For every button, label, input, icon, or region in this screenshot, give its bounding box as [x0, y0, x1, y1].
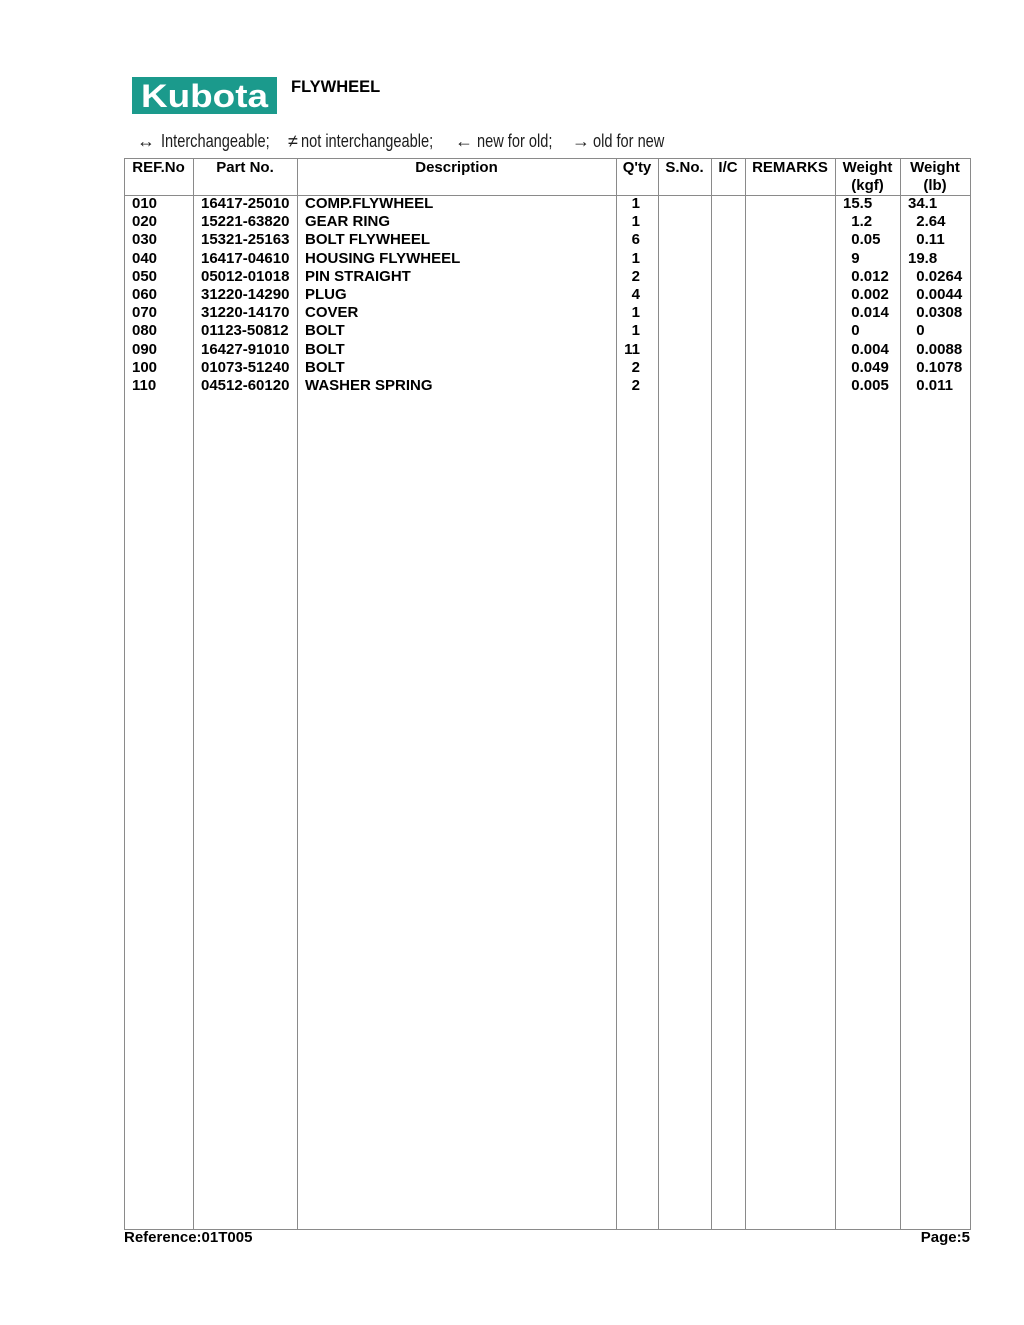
header-ic: I/C [718, 159, 738, 176]
kubota-logo [132, 77, 277, 114]
ic-cell [711, 304, 745, 322]
legend-label: not interchangeable; [301, 131, 434, 151]
part-no-cell: 01123-50812 [201, 322, 289, 340]
weight-kgf-cell: 1.2 [851, 213, 873, 231]
qty-cell: 11 [624, 340, 640, 358]
description-cell: BOLT [305, 322, 345, 340]
not-equal-icon: ≠ [288, 131, 298, 151]
ref-no-cell: 100 [132, 358, 158, 376]
ic-cell [711, 195, 745, 213]
qty-cell: 2 [631, 376, 640, 394]
remarks-cell [745, 213, 835, 231]
sno-cell [658, 213, 711, 231]
parts-table [124, 158, 971, 1230]
header-weight-kgf [835, 159, 900, 195]
sno-cell [658, 231, 711, 249]
sno-cell [658, 250, 711, 268]
bidirectional-arrow-icon: ↔ [137, 131, 155, 151]
ic-cell [711, 268, 745, 286]
ref-no-cell: 080 [132, 322, 158, 340]
remarks-cell [745, 304, 835, 322]
weight-kgf-cell: 0.049 [851, 358, 889, 376]
reference-code: Reference:01T005 [124, 1229, 253, 1246]
weight-lb-cell: 0.011 [916, 376, 954, 394]
ref-no-cell: 050 [132, 267, 158, 285]
table-row [124, 268, 970, 286]
description-cell: PIN STRAIGHT [305, 267, 411, 285]
description-cell: PLUG [305, 285, 347, 303]
weight-lb-cell: 34.1 [908, 195, 938, 212]
remarks-cell [745, 322, 835, 340]
ic-cell [711, 341, 745, 359]
description-cell: BOLT FLYWHEEL [305, 231, 430, 249]
ic-cell [711, 359, 745, 377]
remarks-cell [745, 341, 835, 359]
table-body [124, 195, 970, 395]
weight-lb-cell: 2.64 [916, 213, 946, 231]
sno-cell [658, 359, 711, 377]
remarks-cell [745, 359, 835, 377]
ref-no-cell: 030 [132, 231, 158, 249]
description-cell: BOLT [305, 358, 345, 376]
sno-cell [658, 322, 711, 340]
ref-no-cell: 040 [132, 249, 158, 267]
weight-lb-cell: 0.1078 [916, 358, 963, 376]
sno-cell [658, 268, 711, 286]
weight-kgf-cell: 0 [851, 322, 860, 340]
sno-cell [658, 286, 711, 304]
weight-kgf-cell: 0.012 [851, 267, 889, 285]
qty-cell: 1 [631, 322, 640, 340]
header-unit-label: (lb) [923, 177, 947, 194]
description-cell: HOUSING FLYWHEEL [305, 249, 461, 267]
qty-cell: 1 [631, 249, 640, 267]
ref-no-cell: 010 [132, 195, 158, 212]
table-row [124, 377, 970, 395]
qty-cell: 1 [631, 195, 640, 212]
part-no-cell: 04512-60120 [201, 376, 290, 394]
part-no-cell: 15321-25163 [201, 231, 290, 249]
description-cell: GEAR RING [305, 213, 391, 231]
weight-lb-cell: 19.8 [908, 249, 938, 267]
table-row [124, 286, 970, 304]
weight-kgf-cell: 0.005 [851, 376, 889, 394]
weight-lb-cell: 0 [916, 322, 925, 340]
header-part-no: Part No. [216, 159, 274, 176]
legend-label: Interchangeable; [161, 131, 270, 151]
part-no-cell: 31220-14170 [201, 304, 290, 322]
page-title: FLYWHEEL [291, 78, 381, 96]
description-cell: WASHER SPRING [305, 376, 433, 394]
table-row [124, 341, 970, 359]
qty-cell: 2 [631, 358, 640, 376]
header-weight-label: Weight [842, 159, 893, 176]
remarks-cell [745, 250, 835, 268]
description-cell: BOLT [305, 340, 345, 358]
ref-no-cell: 090 [132, 340, 158, 358]
header-remarks: REMARKS [752, 159, 828, 176]
ref-no-cell: 060 [132, 285, 158, 303]
ic-cell [711, 322, 745, 340]
ref-no-cell: 020 [132, 213, 158, 231]
qty-cell: 1 [631, 213, 640, 231]
remarks-cell [745, 286, 835, 304]
header-qty: Q'ty [622, 159, 652, 176]
weight-kgf-cell: 0.05 [851, 231, 881, 249]
weight-lb-cell: 0.0308 [916, 304, 963, 322]
legend-label: new for old; [477, 131, 553, 151]
logo-wordmark: Kubota [141, 78, 269, 114]
part-no-cell: 16427-91010 [201, 340, 290, 358]
ref-no-cell: 070 [132, 304, 158, 322]
ic-cell [711, 250, 745, 268]
qty-cell: 2 [631, 267, 640, 285]
ic-cell [711, 231, 745, 249]
weight-lb-cell: 0.0044 [916, 285, 963, 303]
remarks-cell [745, 195, 835, 213]
table-row [124, 322, 970, 340]
ic-cell [711, 286, 745, 304]
sno-cell [658, 304, 711, 322]
description-cell: COVER [305, 304, 359, 322]
weight-kgf-cell: 0.002 [851, 285, 889, 303]
header-ref-no: REF.No [132, 159, 185, 176]
weight-kgf-cell: 0.014 [851, 304, 889, 322]
weight-lb-cell: 0.0264 [916, 267, 963, 285]
right-arrow-icon: → [572, 131, 590, 151]
remarks-cell [745, 231, 835, 249]
qty-cell: 1 [631, 304, 640, 322]
weight-kgf-cell: 0.004 [851, 340, 889, 358]
ref-no-cell: 110 [132, 376, 157, 394]
table-header [124, 159, 970, 195]
part-no-cell: 16417-04610 [201, 249, 290, 267]
sno-cell [658, 377, 711, 395]
qty-cell: 6 [631, 231, 640, 249]
qty-cell: 4 [631, 285, 640, 303]
ic-cell [711, 377, 745, 395]
remarks-cell [745, 377, 835, 395]
part-no-cell: 16417-25010 [201, 195, 290, 212]
weight-kgf-cell: 9 [851, 249, 860, 267]
remarks-cell [745, 268, 835, 286]
sno-cell [658, 195, 711, 213]
table-row [124, 250, 970, 268]
table-border-right [970, 158, 971, 1230]
header-unit-label: (kgf) [851, 177, 884, 194]
part-no-cell: 31220-14290 [201, 285, 290, 303]
header-weight-label: Weight [910, 159, 960, 176]
table-row [124, 231, 970, 249]
header-description: Description [415, 159, 498, 176]
legend-label: old for new [593, 131, 665, 151]
sno-cell [658, 341, 711, 359]
part-no-cell: 15221-63820 [201, 213, 290, 231]
table-row [124, 195, 970, 213]
part-no-cell: 05012-01018 [201, 267, 290, 285]
table-row [124, 359, 970, 377]
left-arrow-icon: ← [455, 131, 473, 151]
weight-lb-cell: 0.11 [916, 231, 945, 249]
header-weight-lb [900, 159, 970, 195]
part-no-cell: 01073-51240 [201, 358, 290, 376]
page-number: Page:5 [920, 1229, 970, 1246]
description-cell: COMP.FLYWHEEL [305, 195, 434, 212]
ic-cell [711, 213, 745, 231]
table-row [124, 304, 970, 322]
header-sno: S.No. [665, 159, 704, 176]
weight-kgf-cell: 15.5 [843, 195, 873, 212]
weight-lb-cell: 0.0088 [916, 340, 963, 358]
table-row [124, 213, 970, 231]
